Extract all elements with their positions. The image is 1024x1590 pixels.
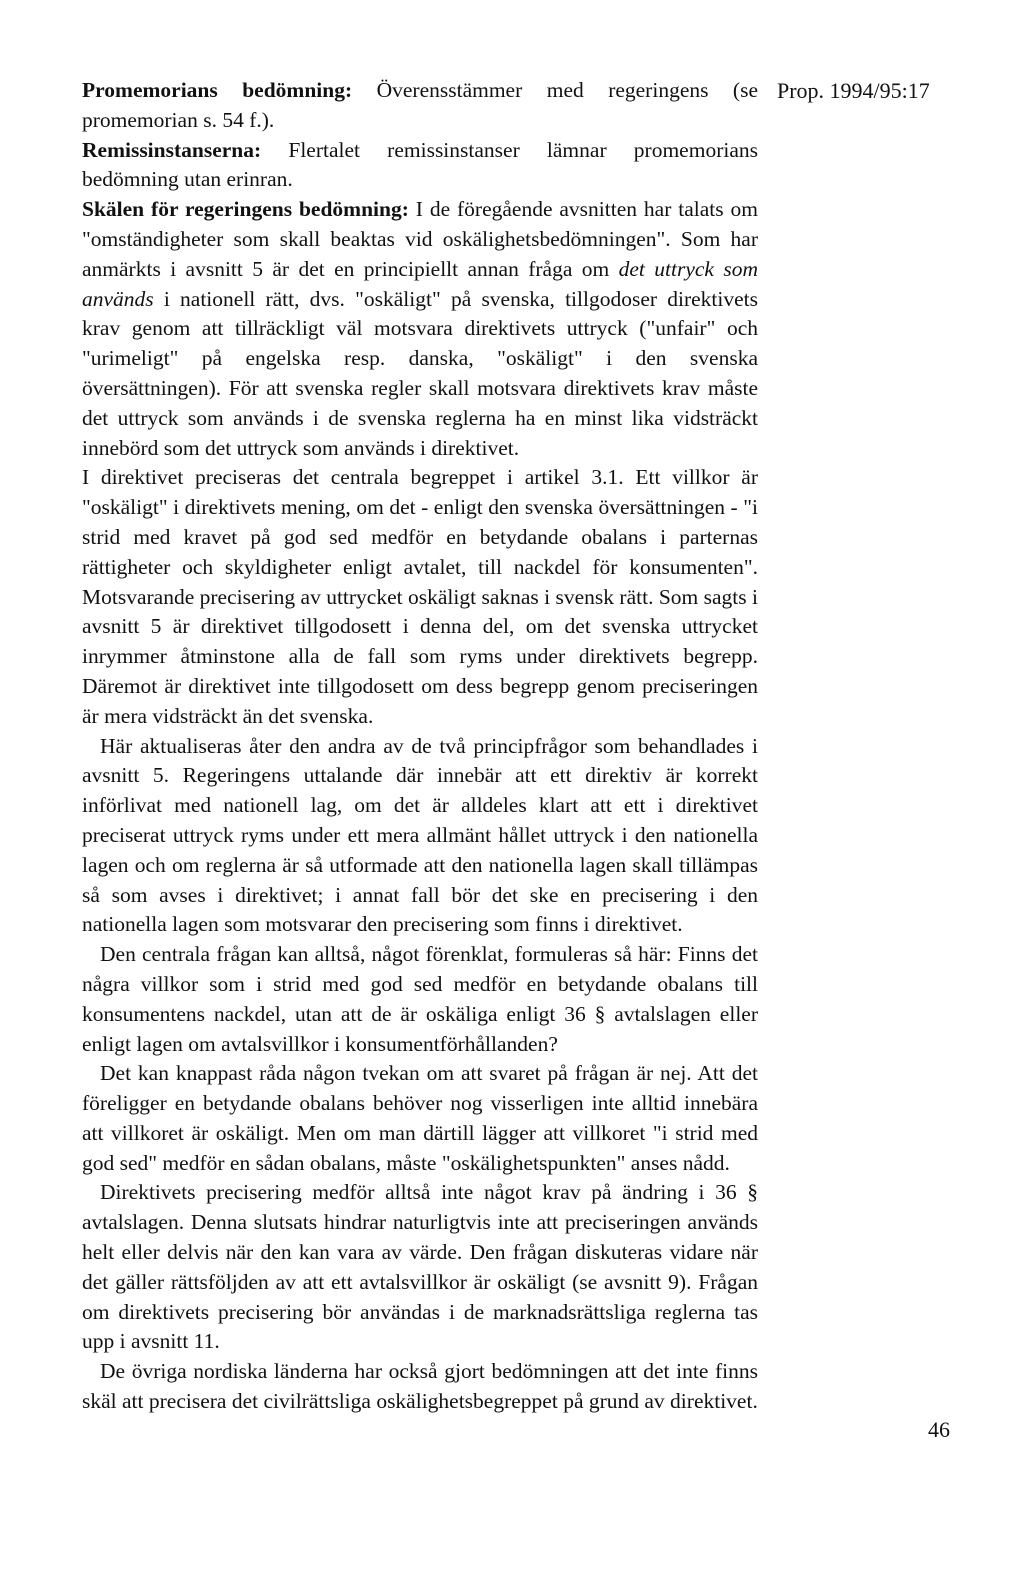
paragraph-text: Flertalet remissinstanser lämnar promemorians bedömning utan erinran. — [82, 137, 758, 192]
paragraph-italic: det uttryck som används — [82, 256, 758, 311]
paragraph-lead: Remissinstanserna: — [82, 137, 262, 162]
page-number: 46 — [928, 1417, 950, 1442]
prop-reference: Prop. 1994/95:17 — [777, 78, 930, 103]
paragraph: Den centrala frågan kan alltså, något förenklat, formuleras så här: Finns det några villkor som i strid med god sed medför en betydande obalans till konsumentens nackdel, utan att de är oskäliga enligt 36 § avtalslagen eller enligt lagen om avtalsvillkor i konsumentförhållanden? — [82, 942, 758, 1056]
paragraph-lead: Promemorians bedömning: — [82, 78, 353, 102]
paragraph-lead: Skälen för regeringens bedömning: — [82, 197, 409, 222]
paragraph-skalen — [82, 195, 758, 463]
paragraph: Direktivets precisering medför alltså inte något krav på ändring i 36 § avtalslagen. Denna slutsats hindrar naturligtvis inte att preciseringen används helt eller delvis när den kan vara av värde. Den frågan diskuteras vidare när det gäller rättsföljden av att ett avtalsvillkor är oskäligt (se avsnitt 9). Frågan om direktivets precisering bör användas i de marknadsrättsliga reglerna tas upp i avsnitt 11. — [82, 1180, 758, 1354]
paragraph-promemorians-bedomning — [82, 76, 758, 136]
paragraph-text: I de föregående avsnitten har talats om "omständigheter som skall beaktas vid oskälighetsbedömningen". Som har anmärkts i avsnitt 5 är det en principiellt annan fråga om — [82, 197, 758, 281]
paragraph-text: Överensstämmer med regeringens (se promemorian s. 54 f.). — [82, 78, 759, 132]
paragraph: Här aktualiseras åter den andra av de två principfrågor som behandlades i avsnitt 5. Regeringens uttalande där innebär att ett direktiv är korrekt införlivat med nationell lag, om det är alldeles klart att ett i direktivet preciserat uttryck ryms under ett mera allmänt hållet uttryck i den nationella lagen och om reglerna är så utformade att den nationella lagen skall tillämpas så som avses i direktivet; i annat fall bör det ske en precisering i den nationella lagen som motsvarar den precisering som finns i direktivet. — [82, 733, 758, 937]
paragraph: De övriga nordiska länderna har också gjort bedömningen att det inte finns skäl att precisera det civilrättsliga oskälighetsbegreppet på grund av direktivet. — [82, 1359, 758, 1414]
paragraph: Det kan knappast råda någon tvekan om att svaret på frågan är nej. Att det föreligger en betydande obalans behöver nog visserligen inte alltid innebära att villkoret är oskäligt. Men om man därtill lägger att villkoret "i strid med god sed" medför en sådan obalans, måste "oskälighetspunkten" anses nådd. — [82, 1061, 758, 1175]
paragraph: I direktivet preciseras det centrala begreppet i artikel 3.1. Ett villkor är "oskäligt" i direktivets mening, om det - enligt den svenska översättningen - "i strid med kravet på god sed medför en betydande obalans i parternas rättigheter och skyldigheter enligt avtalet, till nackdel för konsumenten". Motsvarande precisering av uttrycket oskäligt saknas i svensk rätt. Som sagts i avsnitt 5 är direktivet tillgodosett i denna del, om det svenska uttrycket inrymmer åtminstone alla de fall som ryms under direktivets begrepp. Däremot är direktivet inte tillgodosett om dess begrepp genom preciseringen är mera vidsträckt än det svenska. — [82, 465, 758, 728]
paragraph-remissinstanserna — [82, 136, 758, 196]
paragraph-text: i nationell rätt, dvs. "oskäligt" på svenska, tillgodoser direktivets krav genom att tillräckligt väl motsvara direktivets uttryck ("unfair" och "urimeligt" på engelska resp. danska, "oskäligt" i den svenska översättningen). För att svenska regler skall motsvara direktivets krav måste det uttryck som används i de svenska reglerna ha en minst lika vidsträckt innebörd som det uttryck som används i direktivet. — [82, 286, 758, 460]
body-text — [82, 76, 758, 1417]
